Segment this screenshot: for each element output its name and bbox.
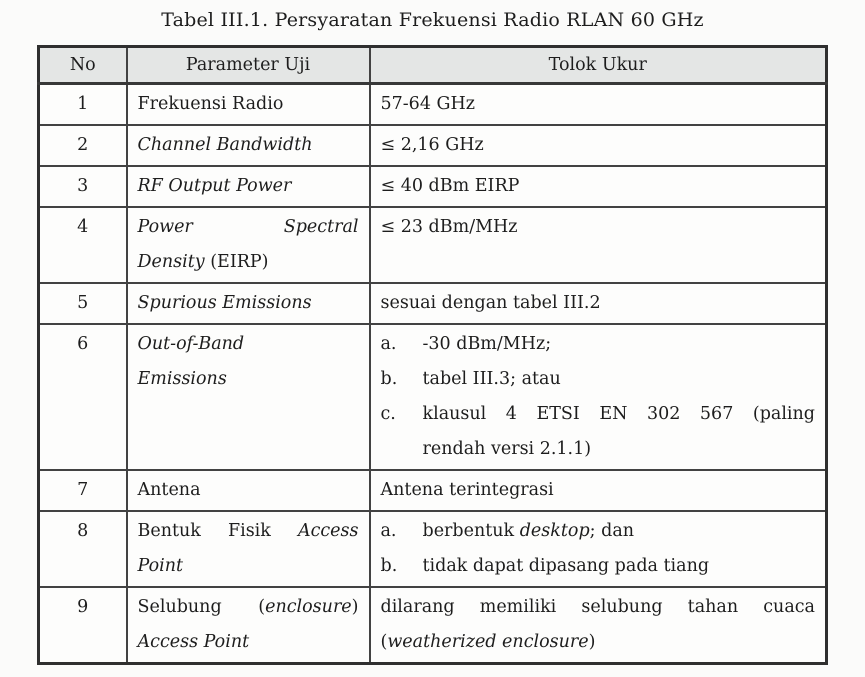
list-item (381, 362, 816, 397)
requirements-table (37, 45, 828, 665)
text-line (138, 245, 359, 280)
italic-text-segment: weatherized enclosure (387, 632, 589, 652)
header-no: No (39, 47, 127, 84)
row-number-cell: 2 (39, 125, 127, 166)
table-row (39, 283, 827, 324)
row-number-cell: 8 (39, 511, 127, 587)
text-line (138, 128, 359, 163)
tolok-ukur-cell (370, 283, 827, 324)
text-segment: berbentuk (422, 521, 520, 541)
text-line (423, 327, 816, 362)
list-item-body (423, 514, 816, 549)
italic-text-segment: Spectral (283, 217, 359, 237)
header-row (39, 47, 827, 84)
row-number-cell: 9 (39, 587, 127, 664)
text-line (423, 549, 816, 584)
list-item (381, 514, 816, 549)
text-segment: -30 dBm/MHz; (422, 334, 552, 354)
text-segment: sesuai dengan tabel III.2 (380, 293, 601, 313)
text-segment: 57-64 GHz (380, 94, 475, 114)
text-segment: tidak dapat dipasang pada tiang (422, 556, 710, 576)
table-row (39, 84, 827, 126)
table-caption: Tabel III.1. Persyaratan Frekuensi Radio RLAN 60 GHz (161, 9, 704, 31)
text-segment (193, 217, 284, 237)
list-item (381, 397, 816, 467)
parameter-cell (127, 125, 370, 166)
parameter-cell (127, 587, 370, 664)
list-item-label: b. (380, 556, 398, 576)
text-line (138, 362, 359, 397)
text-segment: Bentuk Fisik (137, 521, 298, 541)
text-line (381, 87, 816, 122)
text-segment: ≤ 23 dBm/MHz (380, 217, 518, 237)
table-row (39, 125, 827, 166)
italic-text-segment: RF Output Power (137, 176, 292, 196)
text-line (381, 286, 816, 321)
text-segment: ; dan (589, 521, 635, 541)
italic-text-segment: Power (137, 217, 193, 237)
italic-text-segment: Spurious Emissions (137, 293, 312, 313)
list-item-body (423, 549, 816, 584)
text-segment: ) (588, 632, 596, 652)
row-number-cell: 7 (39, 470, 127, 511)
list-item-body (423, 362, 816, 397)
parameter-cell (127, 166, 370, 207)
text-segment: ) (351, 597, 359, 617)
header-parameter-uji: Parameter Uji (127, 47, 370, 84)
table-row (39, 587, 827, 664)
text-segment: Antena terintegrasi (380, 480, 554, 500)
text-line (138, 473, 359, 508)
table-row (39, 324, 827, 470)
italic-text-segment: Access Point (137, 632, 250, 652)
list-item-body (423, 327, 816, 362)
parameter-cell (127, 324, 370, 470)
table-row (39, 511, 827, 587)
text-line (381, 128, 816, 163)
text-segment: Frekuensi Radio (137, 94, 284, 114)
italic-text-segment: Channel Bandwidth (137, 135, 313, 155)
parameter-cell (127, 84, 370, 126)
italic-text-segment: desktop (519, 521, 590, 541)
row-number-cell: 3 (39, 166, 127, 207)
tolok-ukur-cell (370, 207, 827, 283)
text-line (138, 590, 359, 625)
text-line (381, 169, 816, 204)
text-segment: Antena (137, 480, 201, 500)
tolok-ukur-cell (370, 324, 827, 470)
tolok-ukur-cell (370, 125, 827, 166)
text-line (138, 169, 359, 204)
italic-text-segment: Out-of-Band (137, 334, 245, 354)
tolok-ukur-cell (370, 511, 827, 587)
parameter-cell (127, 470, 370, 511)
text-line (138, 327, 359, 362)
tolok-ukur-cell (370, 166, 827, 207)
text-line (381, 473, 816, 508)
text-line (138, 286, 359, 321)
tolok-ukur-cell (370, 587, 827, 664)
text-line (138, 549, 359, 584)
text-line (423, 514, 816, 549)
italic-text-segment: enclosure (265, 597, 352, 617)
tolok-ukur-cell (370, 84, 827, 126)
list-item-label: a. (380, 334, 397, 354)
text-line (423, 362, 816, 397)
parameter-cell (127, 207, 370, 283)
italic-text-segment: Emissions (137, 369, 227, 389)
row-number-cell: 5 (39, 283, 127, 324)
row-number-cell: 1 (39, 84, 127, 126)
table-row (39, 207, 827, 283)
text-segment: Selubung ( (137, 597, 266, 617)
text-segment: ≤ 2,16 GHz (380, 135, 484, 155)
text-line (138, 210, 359, 245)
text-line (381, 210, 816, 245)
text-line (138, 625, 359, 660)
text-segment: dilarang memiliki selubung tahan cuaca (380, 597, 815, 617)
parameter-cell (127, 283, 370, 324)
table-row (39, 166, 827, 207)
text-segment: ( (380, 632, 388, 652)
list-item-body (423, 397, 816, 467)
text-line (423, 397, 816, 432)
text-segment: (EIRP) (204, 252, 269, 272)
list-item (381, 327, 816, 362)
text-segment: klausul 4 ETSI EN 302 567 (paling (422, 404, 815, 424)
list-item-label: a. (380, 521, 397, 541)
text-segment: rendah versi 2.1.1) (422, 439, 592, 459)
tolok-ukur-cell (370, 470, 827, 511)
text-line (138, 87, 359, 122)
row-number-cell: 4 (39, 207, 127, 283)
text-line (138, 514, 359, 549)
italic-text-segment: Density (137, 252, 205, 272)
table-row (39, 470, 827, 511)
italic-text-segment: Point (137, 556, 184, 576)
parameter-cell (127, 511, 370, 587)
text-line (423, 432, 816, 467)
list-item (381, 549, 816, 584)
row-number-cell: 6 (39, 324, 127, 470)
list-item-label: b. (380, 369, 398, 389)
text-segment: tabel III.3; atau (422, 369, 561, 389)
table-body (39, 84, 827, 664)
text-line (381, 625, 816, 660)
text-line (381, 590, 816, 625)
header-tolok-ukur: Tolok Ukur (370, 47, 827, 84)
list-item-label: c. (380, 404, 396, 424)
italic-text-segment: Access (297, 521, 359, 541)
text-segment: ≤ 40 dBm EIRP (380, 176, 520, 196)
